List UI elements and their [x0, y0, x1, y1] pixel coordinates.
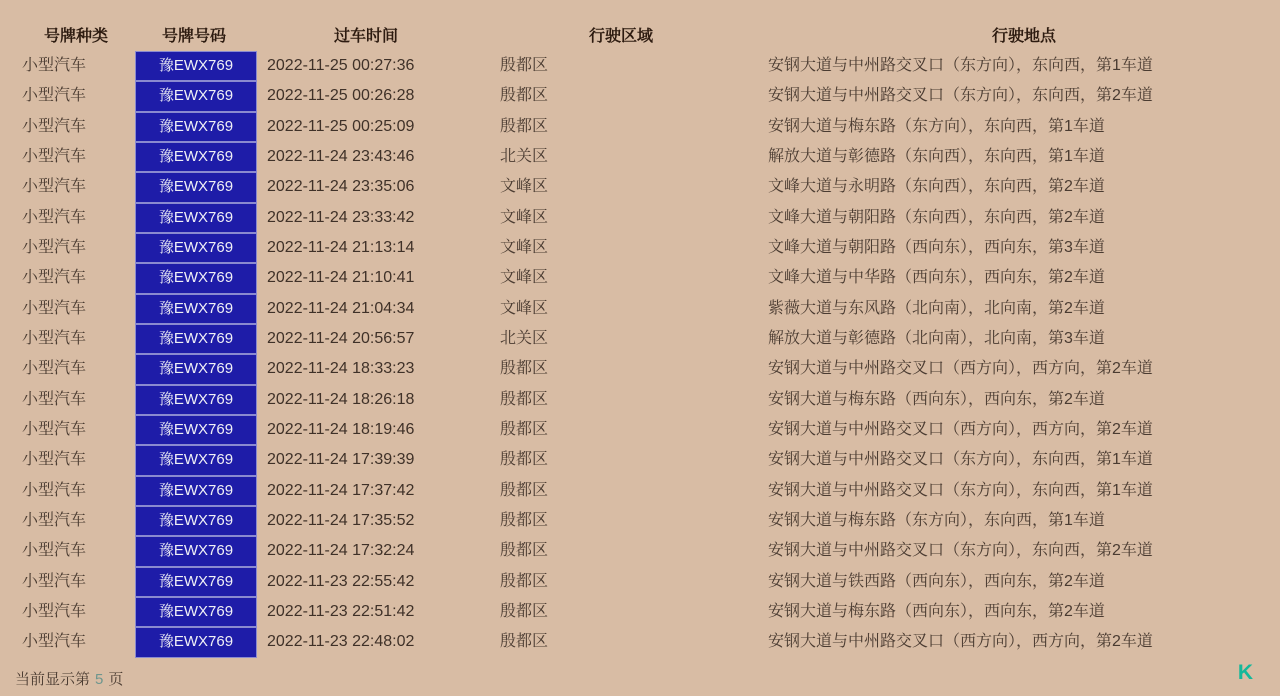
plate-number-badge: 豫EWX769 — [135, 567, 257, 597]
plate-type-cell: 小型汽车 — [22, 208, 87, 226]
table-row — [0, 415, 1280, 445]
pass-time-cell: 2022-11-24 18:19:46 — [267, 420, 415, 438]
region-cell: 北关区 — [500, 147, 549, 165]
location-cell: 紫薇大道与东风路（北向南），北向南，第2车道 — [768, 299, 1105, 317]
pass-time-cell: 2022-11-24 17:39:39 — [267, 451, 415, 469]
pass-time-cell: 2022-11-25 00:27:36 — [267, 57, 415, 74]
location-cell: 解放大道与彰德路（东向西），东向西，第1车道 — [768, 147, 1105, 165]
location-cell: 安钢大道与中州路交叉口（东方向），东向西，第1车道 — [768, 451, 1153, 469]
plate-type-cell: 小型汽车 — [22, 633, 87, 651]
table-body — [0, 51, 1280, 658]
header-region: 行驶区域 — [588, 28, 654, 45]
location-cell: 文峰大道与中华路（西向东），西向东，第2车道 — [768, 269, 1105, 287]
table-row — [0, 294, 1280, 324]
plate-number-badge: 豫EWX769 — [135, 324, 257, 354]
table-row — [0, 51, 1280, 81]
location-cell: 文峰大道与朝阳路（东向西），东向西，第2车道 — [768, 208, 1105, 226]
plate-type-cell: 小型汽车 — [22, 451, 87, 469]
pass-time-cell: 2022-11-23 22:48:02 — [267, 633, 415, 651]
table-row — [0, 445, 1280, 475]
region-cell: 文峰区 — [500, 299, 549, 317]
plate-type-cell: 小型汽车 — [22, 420, 87, 438]
plate-number-badge: 豫EWX769 — [135, 233, 257, 263]
region-cell: 殷都区 — [500, 420, 549, 438]
plate-number-badge: 豫EWX769 — [135, 476, 257, 506]
region-cell: 殷都区 — [500, 572, 549, 590]
current-page-number: 5 — [95, 671, 104, 688]
pagination-status — [15, 668, 123, 689]
region-cell: 文峰区 — [500, 178, 549, 196]
pass-time-cell: 2022-11-24 21:10:41 — [267, 269, 415, 287]
location-cell: 安钢大道与梅东路（西向东），西向东，第2车道 — [768, 390, 1105, 408]
plate-type-cell: 小型汽车 — [22, 238, 87, 256]
pass-time-cell: 2022-11-24 17:32:24 — [267, 542, 415, 560]
location-cell: 解放大道与彰德路（北向南），北向南，第3车道 — [768, 329, 1105, 347]
plate-number-badge: 豫EWX769 — [135, 203, 257, 233]
pass-time-cell: 2022-11-24 17:37:42 — [267, 481, 415, 499]
location-cell: 安钢大道与中州路交叉口（西方向），西方向，第2车道 — [768, 420, 1153, 438]
region-cell: 殷都区 — [500, 602, 549, 620]
plate-type-cell: 小型汽车 — [22, 481, 87, 499]
location-cell: 安钢大道与梅东路（东方向），东向西，第1车道 — [768, 511, 1105, 529]
table-row — [0, 233, 1280, 263]
plate-number-badge: 豫EWX769 — [135, 142, 257, 172]
region-cell: 文峰区 — [500, 269, 549, 287]
pagination-suffix: 页 — [108, 671, 124, 688]
watermark-logo: K — [1237, 661, 1253, 684]
table-row — [0, 112, 1280, 142]
table-row — [0, 354, 1280, 384]
pagination-prefix: 当前显示第 — [15, 671, 91, 688]
region-cell: 文峰区 — [500, 208, 549, 226]
location-cell: 文峰大道与朝阳路（西向东），西向东，第3车道 — [768, 238, 1105, 256]
location-cell: 安钢大道与中州路交叉口（西方向），西方向，第2车道 — [768, 360, 1153, 378]
table-header — [0, 0, 1280, 51]
region-cell: 殷都区 — [500, 542, 549, 560]
table-row — [0, 81, 1280, 111]
table-row — [0, 263, 1280, 293]
pass-time-cell: 2022-11-25 00:26:28 — [267, 87, 415, 105]
header-plate-type: 号牌种类 — [43, 28, 109, 45]
header-pass-time: 过车时间 — [333, 28, 399, 45]
table-row — [0, 324, 1280, 354]
table-row — [0, 385, 1280, 415]
plate-number-badge: 豫EWX769 — [135, 112, 257, 142]
plate-type-cell: 小型汽车 — [22, 117, 87, 135]
table-row — [0, 597, 1280, 627]
pass-time-cell: 2022-11-24 23:43:46 — [267, 147, 415, 165]
table-row — [0, 536, 1280, 566]
plate-type-cell: 小型汽车 — [22, 360, 87, 378]
table-row — [0, 506, 1280, 536]
plate-type-cell: 小型汽车 — [22, 511, 87, 529]
table-row — [0, 567, 1280, 597]
table-row — [0, 172, 1280, 202]
plate-number-badge: 豫EWX769 — [135, 51, 257, 81]
plate-number-badge: 豫EWX769 — [135, 354, 257, 384]
plate-type-cell: 小型汽车 — [22, 390, 87, 408]
location-cell: 安钢大道与中州路交叉口（西方向），西方向，第2车道 — [768, 633, 1153, 651]
location-cell: 安钢大道与铁西路（西向东），西向东，第2车道 — [768, 572, 1105, 590]
table-row — [0, 476, 1280, 506]
plate-type-cell: 小型汽车 — [22, 299, 87, 317]
location-cell: 安钢大道与中州路交叉口（东方向），东向西，第1车道 — [768, 481, 1153, 499]
plate-number-badge: 豫EWX769 — [135, 627, 257, 657]
plate-number-badge: 豫EWX769 — [135, 597, 257, 627]
region-cell: 殷都区 — [500, 481, 549, 499]
location-cell: 安钢大道与梅东路（东方向），东向西，第1车道 — [768, 117, 1105, 135]
pass-time-cell: 2022-11-24 18:26:18 — [267, 390, 415, 408]
location-cell: 安钢大道与中州路交叉口（东方向），东向西，第2车道 — [768, 542, 1153, 560]
plate-number-badge: 豫EWX769 — [135, 263, 257, 293]
plate-type-cell: 小型汽车 — [22, 57, 87, 74]
plate-number-badge: 豫EWX769 — [135, 172, 257, 202]
region-cell: 北关区 — [500, 329, 549, 347]
plate-type-cell: 小型汽车 — [22, 602, 87, 620]
pass-time-cell: 2022-11-24 21:13:14 — [267, 238, 415, 256]
pass-time-cell: 2022-11-24 17:35:52 — [267, 511, 415, 529]
plate-type-cell: 小型汽车 — [22, 329, 87, 347]
pass-time-cell: 2022-11-24 23:33:42 — [267, 208, 415, 226]
region-cell: 殷都区 — [500, 511, 549, 529]
pass-time-cell: 2022-11-23 22:51:42 — [267, 602, 415, 620]
table-row — [0, 142, 1280, 172]
plate-type-cell: 小型汽车 — [22, 87, 87, 105]
plate-type-cell: 小型汽车 — [22, 147, 87, 165]
pass-time-cell: 2022-11-24 23:35:06 — [267, 178, 415, 196]
table-row — [0, 627, 1280, 657]
location-cell: 安钢大道与中州路交叉口（东方向），东向西，第1车道 — [768, 57, 1153, 74]
plate-number-badge: 豫EWX769 — [135, 81, 257, 111]
region-cell: 殷都区 — [500, 57, 549, 74]
plate-number-badge: 豫EWX769 — [135, 506, 257, 536]
plate-type-cell: 小型汽车 — [22, 572, 87, 590]
pass-time-cell: 2022-11-24 20:56:57 — [267, 329, 415, 347]
plate-number-badge: 豫EWX769 — [135, 415, 257, 445]
region-cell: 殷都区 — [500, 633, 549, 651]
pass-time-cell: 2022-11-23 22:55:42 — [267, 572, 415, 590]
plate-number-badge: 豫EWX769 — [135, 536, 257, 566]
region-cell: 殷都区 — [500, 87, 549, 105]
region-cell: 文峰区 — [500, 238, 549, 256]
plate-number-badge: 豫EWX769 — [135, 385, 257, 415]
location-cell: 安钢大道与中州路交叉口（东方向），东向西，第2车道 — [768, 87, 1153, 105]
header-plate-number: 号牌号码 — [161, 28, 227, 45]
header-location: 行驶地点 — [991, 28, 1057, 45]
plate-type-cell: 小型汽车 — [22, 269, 87, 287]
plate-type-cell: 小型汽车 — [22, 542, 87, 560]
pass-time-cell: 2022-11-25 00:25:09 — [267, 117, 415, 135]
pass-time-cell: 2022-11-24 18:33:23 — [267, 360, 415, 378]
location-cell: 文峰大道与永明路（东向西），东向西，第2车道 — [768, 178, 1105, 196]
region-cell: 殷都区 — [500, 360, 549, 378]
plate-number-badge: 豫EWX769 — [135, 445, 257, 475]
plate-type-cell: 小型汽车 — [22, 178, 87, 196]
region-cell: 殷都区 — [500, 117, 549, 135]
plate-number-badge: 豫EWX769 — [135, 294, 257, 324]
table-row — [0, 203, 1280, 233]
location-cell: 安钢大道与梅东路（西向东），西向东，第2车道 — [768, 602, 1105, 620]
region-cell: 殷都区 — [500, 390, 549, 408]
pass-time-cell: 2022-11-24 21:04:34 — [267, 299, 415, 317]
region-cell: 殷都区 — [500, 451, 549, 469]
